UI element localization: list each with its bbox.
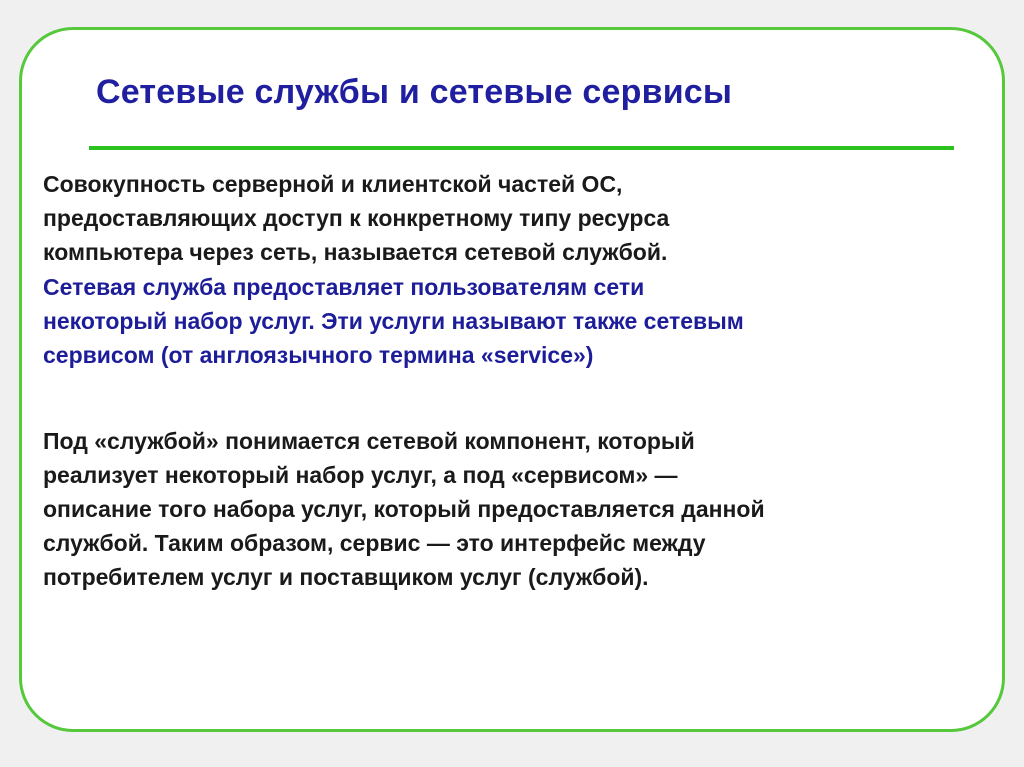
- paragraph-definition: Совокупность серверной и клиентской частей ОС, предоставляющих доступ к конкретному типу ресурса компьютера через сеть, называется сетевой службой.: [43, 171, 670, 265]
- slide-title: Сетевые службы и сетевые сервисы: [96, 73, 733, 111]
- title-underline: [89, 146, 954, 150]
- paragraph-service-note: Сетевая служба предоставляет пользователям сети некоторый набор услуг. Эти услуги называют также сетевым сервисом (от англоязычного термина «service»): [43, 274, 744, 368]
- paragraph-service-explanation: Под «службой» понимается сетевой компонент, который реализует некоторый набор услуг, а под «сервисом» — описание того набора услуг, который предоставляется данной службой. Таким образом, сервис — это интерфейс между потребителем услуг и поставщиком услуг (службой).: [43, 428, 765, 590]
- slide-frame: [19, 27, 1005, 732]
